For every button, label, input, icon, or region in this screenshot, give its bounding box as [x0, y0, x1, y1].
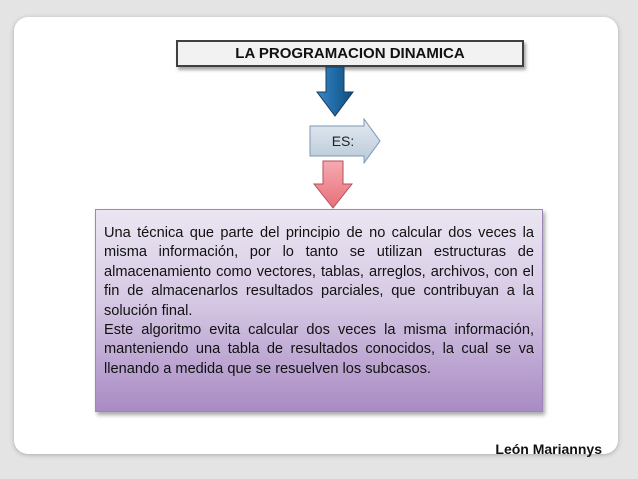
title-text: LA PROGRAMACION DINAMICA — [235, 45, 465, 62]
title-box — [176, 40, 524, 67]
definition-paragraph-2: Este algoritmo evita calcular dos veces la misma información, manteniendo una tabla de resultados conocidos, la cual se va llenando a medida que se resuelven los subcasos. — [104, 322, 534, 377]
definition-paragraph-1: Una técnica que parte del principio de no calcular dos veces la misma información, por lo tanto se utilizan estructuras de almacenamiento como vectores, tablas, arreglos, archivos, con el fin de almacenarlos resultados parciales, que contribuyan a la solución final. — [104, 225, 534, 319]
down-arrow-blue-icon — [316, 66, 354, 118]
definition-box — [95, 209, 543, 412]
down-arrow-pink-icon — [313, 160, 353, 210]
es-label: ES: — [331, 133, 355, 149]
author-name: León Mariannys — [495, 441, 602, 457]
